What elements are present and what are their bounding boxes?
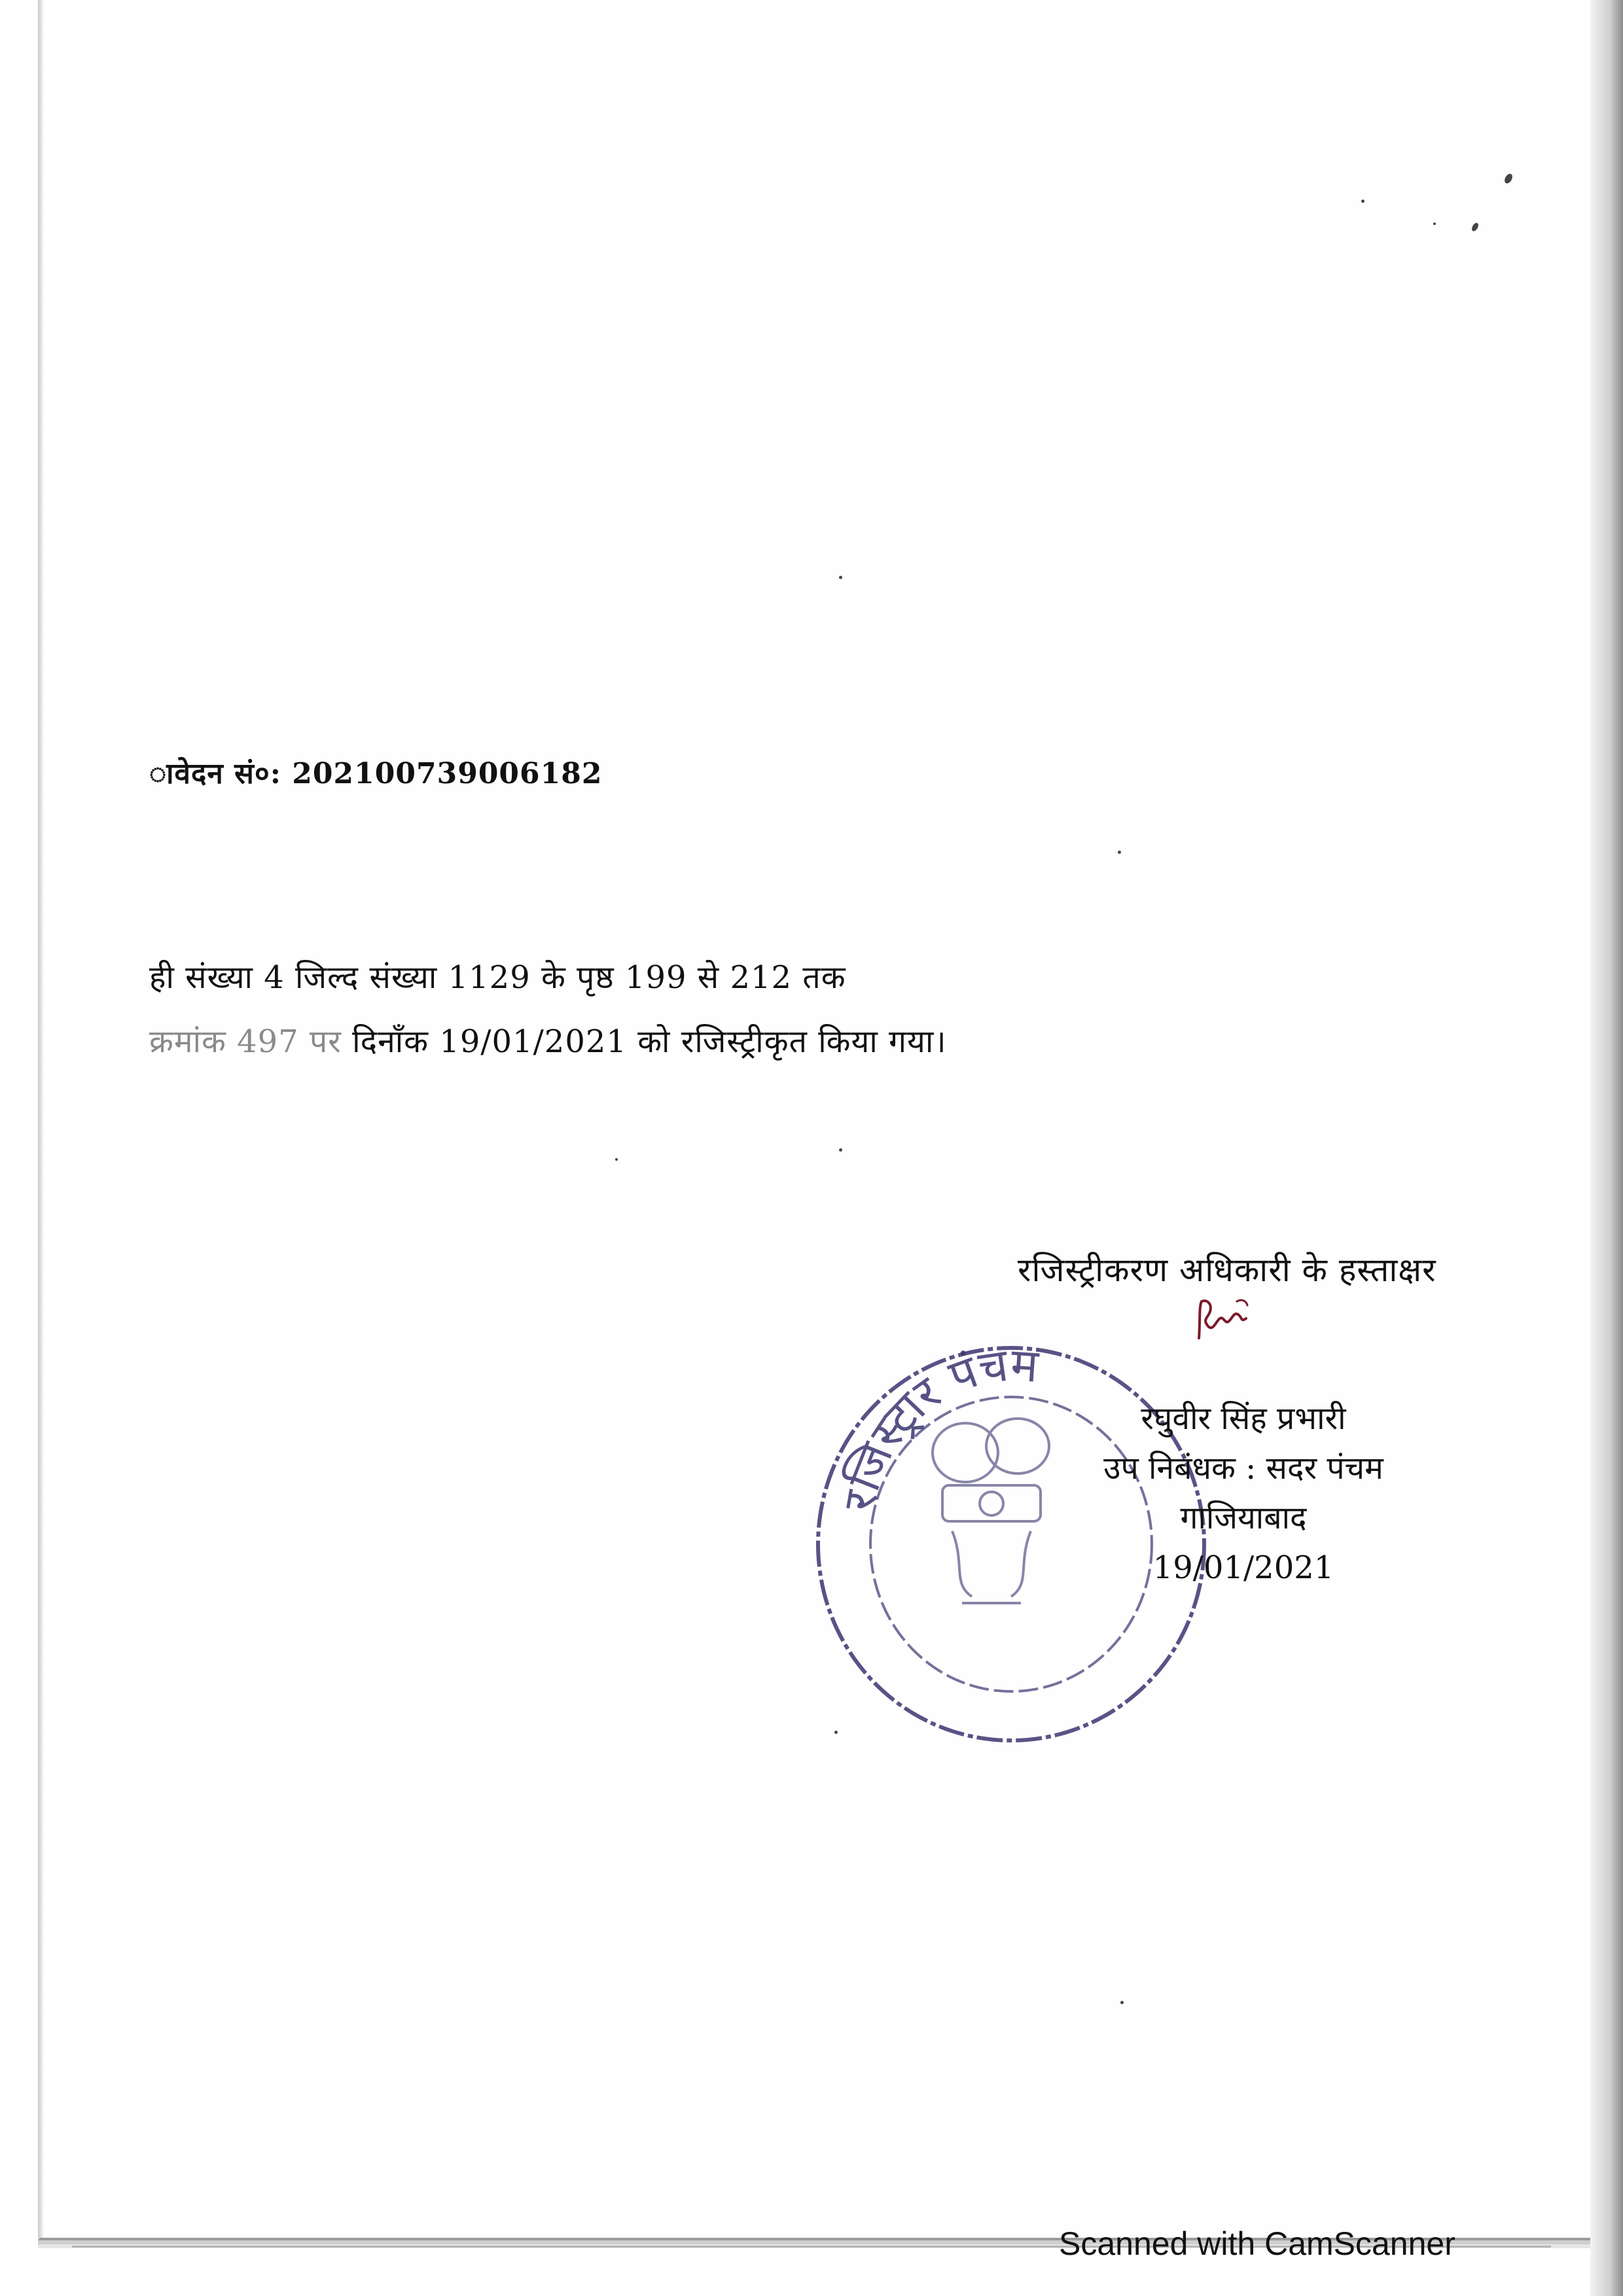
emblem-icon bbox=[933, 1419, 1049, 1603]
dust-speck bbox=[615, 1158, 618, 1161]
registration-serial-details bbox=[149, 1019, 947, 1062]
application-number: ावेदन सं०: 202100739006182 bbox=[149, 757, 603, 790]
scan-right-edge bbox=[1590, 0, 1623, 2296]
registration-date-text: दिनाँक 19/01/2021 को रजिस्ट्रीकृत किया गया। bbox=[341, 1023, 947, 1060]
registration-book-details: ही संख्या 4 जिल्द संख्या 1129 के पृष्ठ 199 से 212 तक bbox=[149, 959, 846, 996]
dust-speck bbox=[1433, 222, 1436, 225]
officer-location: गाजियाबाद bbox=[1180, 1500, 1307, 1536]
officer-details bbox=[1086, 1394, 1400, 1593]
page-left-edge bbox=[38, 0, 43, 2238]
officer-designation: उप निबंधक : सदर पंचम bbox=[1103, 1450, 1383, 1487]
dust-speck bbox=[839, 576, 842, 579]
dust-speck bbox=[839, 1148, 842, 1152]
serial-number-faded: क्रमांक 497 पर bbox=[149, 1023, 342, 1060]
dust-speck bbox=[1361, 200, 1364, 203]
officer-signature bbox=[1191, 1292, 1270, 1351]
dust-speck bbox=[1118, 851, 1121, 854]
document-page bbox=[38, 0, 1594, 2240]
officer-name: रघुवीर सिंह प्रभारी bbox=[1141, 1400, 1346, 1437]
scanner-watermark: Scanned with CamScanner bbox=[1059, 2225, 1455, 2262]
dust-speck bbox=[1120, 2001, 1124, 2004]
officer-date: 19/01/2021 bbox=[1152, 1549, 1334, 1586]
seal-text: रजिस्ट्रार पंचम bbox=[832, 1337, 1041, 1515]
officer-signature-heading: रजिस्ट्रीकरण अधिकारी के हस्ताक्षर bbox=[1018, 1251, 1436, 1289]
